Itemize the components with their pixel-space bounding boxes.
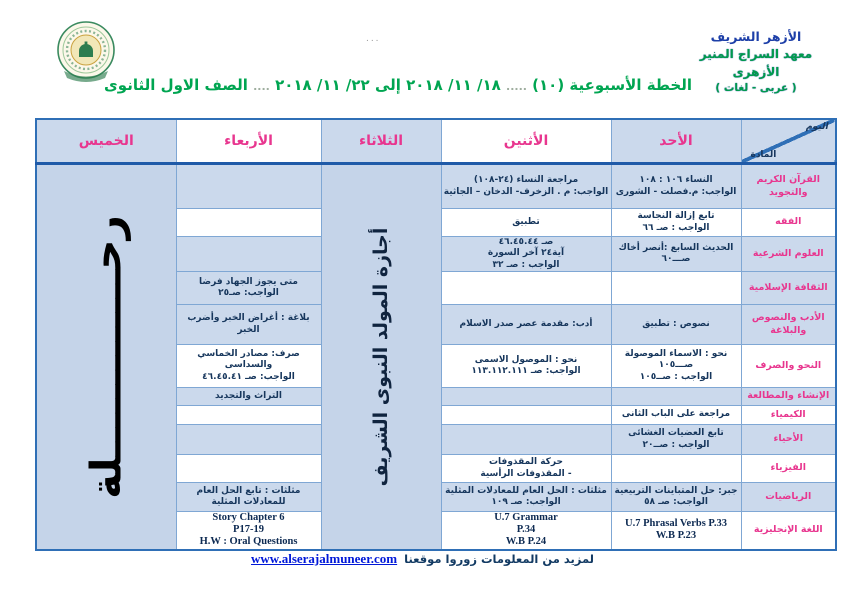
schedule-cell: [176, 164, 321, 209]
subject-cell: الإنشاء والمطالعة: [741, 388, 836, 406]
schedule-entry-line: صرف: مصادر الخماسي والسداسى: [197, 349, 300, 371]
schedule-cell: [611, 305, 741, 345]
schedule-cell: [176, 345, 321, 388]
schedule-cell: [441, 345, 611, 388]
page-title: [104, 76, 692, 94]
schedule-cell: [176, 272, 321, 305]
holiday-vertical-text: أجازة المولد النبوى الشريف: [370, 227, 392, 487]
institute-name-line1: الأزهر الشريف: [710, 29, 802, 44]
to-label: إلى: [374, 76, 401, 94]
schedule-cell: [611, 425, 741, 455]
schedule-cell: [611, 345, 741, 388]
schedule-cell: [611, 388, 741, 406]
subject-cell: العلوم الشرعية: [741, 237, 836, 272]
schedule-entry-line: آية٢٤ آخر السورة: [487, 248, 565, 259]
subject-cell: الفقه: [741, 209, 836, 237]
schedule-cell: [441, 388, 611, 406]
grade-label: الصف الاول الثانوى: [104, 76, 248, 94]
schedule-entry-line: - المقذوفات الرأسية: [480, 468, 572, 479]
day-header-2: الثلاثاء: [321, 119, 441, 164]
schedule-entry-line: الواجب: م.فصلت - الشورى: [615, 186, 737, 197]
schedule-entry-line: U.7 Phrasal Verbs P.33: [624, 518, 727, 530]
footer-text: لمزيد من المعلومات زوروا موقعنا: [404, 552, 594, 566]
schedule-entry-line: النساء ١٠٦ : ١٠٨: [639, 175, 713, 186]
schedule-entry-line: تابع إزالة النجاسة: [637, 211, 715, 222]
schedule-entry-line: صـ ٤٦.٤٥.٤٤: [498, 237, 554, 248]
scan-artifact: ٠٠٠: [365, 36, 380, 46]
subject-cell: اللغة الإنجليزية: [741, 512, 836, 550]
subject-cell: الرياضيات: [741, 483, 836, 512]
schedule-cell: [176, 305, 321, 345]
day-header-1: الأثنين: [441, 119, 611, 164]
schedule-entry-line: صـــ٦٠: [661, 254, 691, 264]
institute-logo: [55, 20, 117, 84]
corner-day-label: اليوم: [804, 122, 830, 132]
subject-cell: الكيمياء: [741, 406, 836, 425]
schedule-entry-line: الواجب: صـ ١١٣.١١٢.١١١: [471, 366, 581, 376]
schedule-cell: [441, 164, 611, 209]
institute-header: [676, 28, 836, 96]
schedule-entry-line: نصوص : تطبيق: [642, 318, 710, 329]
schedule-cell: [441, 455, 611, 483]
schedule-cell: [176, 512, 321, 550]
schedule-entry-line: تطبيق: [512, 216, 540, 227]
schedule-entry-line: متى يجوز الجهاد فرضا: [199, 276, 298, 287]
subject-cell: الفيزياء: [741, 455, 836, 483]
schedule-cell: [176, 237, 321, 272]
footer: [0, 551, 842, 567]
schedule-entry-line: P17-19: [233, 524, 264, 536]
schedule-cell: [611, 164, 741, 209]
schedule-table: [35, 118, 837, 551]
schedule-entry-line: Story Chapter 6: [212, 512, 285, 524]
schedule-cell: [176, 209, 321, 237]
schedule-cell: [441, 512, 611, 550]
schedule-entry-line: صـــ١٠٥: [658, 360, 694, 371]
institute-name-line2: معهد السراج المنير الأزهرى: [699, 47, 813, 79]
schedule-entry-line: تابع العضيات الغشائى: [628, 428, 724, 439]
schedule-cell: [176, 406, 321, 425]
schedule-entry-line: التراث والتجديد: [215, 390, 282, 401]
schedule-entry-line: بلاغة : أغراض الخبر وأضرب الخبر: [187, 313, 310, 335]
schedule-entry-line: W.B P.23: [655, 530, 697, 542]
schedule-entry-line: U.7 Grammar: [494, 512, 558, 524]
schedule-cell: [176, 483, 321, 512]
schedule-entry-line: H.W : Oral Questions: [199, 536, 298, 548]
schedule-entry-line: الواجب: صـ ٤٦.٤٥.٤١: [202, 371, 295, 382]
schedule-cell: [441, 237, 611, 272]
schedule-entry-line: مثلثات : تابع الحل العام للمعادلات المثلية: [196, 485, 301, 507]
date-from: ١٨/ ١١/ ٢٠١٨: [406, 76, 501, 94]
day-header-4: الخميس: [36, 119, 176, 164]
institute-track-label: ( عربى - لغات ): [715, 81, 797, 94]
institute-logo-emblem: [55, 20, 117, 84]
thursday-trip-cell: [36, 164, 176, 550]
day-header-3: الأربعاء: [176, 119, 321, 164]
subject-cell: النحو والصرف: [741, 345, 836, 388]
schedule-cell: [611, 455, 741, 483]
schedule-entry-line: الواجب : صـ ٣٢: [492, 259, 560, 270]
schedule-entry-line: W.B P.24: [505, 536, 547, 548]
tuesday-holiday-cell: [321, 164, 441, 550]
schedule-entry-line: الواجب: م . الزخرف- الدخان – الجاثية: [443, 186, 609, 197]
schedule-entry-line: الواجب: صـ٢٥: [218, 288, 279, 298]
schedule-cell: [441, 425, 611, 455]
schedule-entry-line: الواجب: صـ ١٠٩: [491, 497, 561, 507]
schedule-entry-line: مثلثات : الحل العام للمعادلات المثلية: [445, 485, 607, 496]
subject-cell: الثقافة الإسلامية: [741, 272, 836, 305]
schedule-cell: [611, 209, 741, 237]
schedule-cell: [441, 406, 611, 425]
schedule-entry-line: مراجعة على الباب الثانى: [621, 409, 731, 420]
schedule-cell: [611, 272, 741, 305]
schedule-cell: [441, 209, 611, 237]
schedule-entry-line: أدب: مقدمة عصر صدر الاسلام: [459, 318, 593, 329]
dotted-leader: .....: [506, 80, 527, 93]
day-header-0: الأحد: [611, 119, 741, 164]
schedule-entry-line: P.34: [516, 524, 536, 536]
schedule-entry-line: الواجب: صـ ٥٨: [644, 497, 708, 507]
corner-day-subject-cell: [741, 119, 836, 164]
schedule-cell: [611, 406, 741, 425]
schedule-cell: [441, 305, 611, 345]
schedule-cell: [611, 237, 741, 272]
schedule-cell: [441, 272, 611, 305]
trip-vertical-text: رحـــــــــــــلة: [81, 214, 131, 499]
schedule-entry-line: الواجب : صــ٢٠: [642, 439, 710, 450]
schedule-entry-line: الواجب : صـ ٦٦: [642, 222, 710, 233]
subject-cell: القرآن الكريم والتجويد: [741, 164, 836, 209]
schedule-cell: [176, 388, 321, 406]
schedule-entry-line: الواجب : صــ١٠٥: [639, 371, 713, 382]
dotted-leader: ....: [253, 80, 270, 93]
schedule-entry-line: الحديث السابع :أنصر أخاك: [618, 242, 734, 253]
footer-website-link[interactable]: www.alserajalmuneer.com: [251, 551, 398, 566]
schedule-cell: [176, 425, 321, 455]
schedule-cell: [611, 483, 741, 512]
weekly-plan-label: الخطة الأسبوعية (١٠): [532, 76, 692, 94]
schedule-cell: [176, 455, 321, 483]
corner-subject-label: المادة: [750, 150, 777, 160]
schedule-entry-line: نحو : الموصول الاسمى: [474, 354, 578, 365]
schedule-entry-line: نحو : الاسماء الموصولة: [624, 349, 728, 360]
schedule-entry-line: حركة المقذوفات: [489, 457, 563, 468]
schedule-entry-line: مراجعة النساء (٢٤-١٠٨): [473, 175, 579, 186]
date-to: ٢٢/ ١١/ ٢٠١٨: [275, 76, 370, 94]
subject-cell: الأحياء: [741, 425, 836, 455]
schedule-table-wrap: [35, 118, 837, 551]
schedule-cell: [441, 483, 611, 512]
subject-cell: الأدب والنصوص والبلاغة: [741, 305, 836, 345]
schedule-cell: [611, 512, 741, 550]
schedule-entry-line: جبر: حل المتباينات التربيعية: [614, 485, 738, 496]
